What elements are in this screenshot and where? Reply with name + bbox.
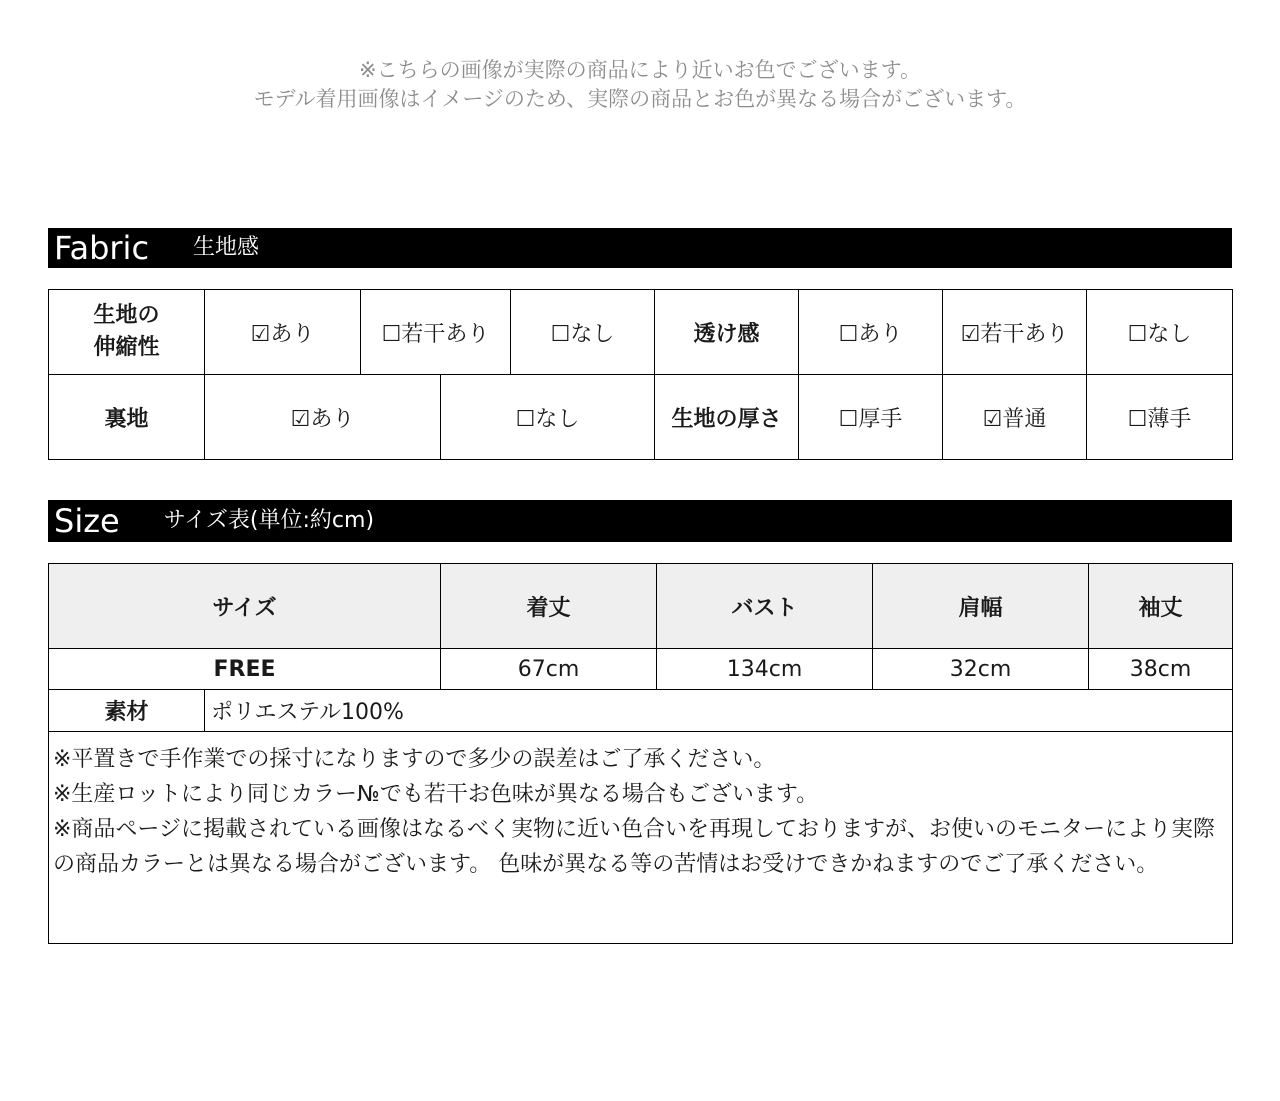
thickness-option-thick: ☐厚手 <box>799 375 943 460</box>
thickness-option-normal: ☑普通 <box>943 375 1087 460</box>
size-header-length: 着丈 <box>441 564 657 649</box>
lining-label: 裏地 <box>49 375 205 460</box>
stretch-label-line-2: 伸縮性 <box>93 335 160 360</box>
stretch-label <box>49 290 205 375</box>
size-header-sleeve: 袖丈 <box>1089 564 1233 649</box>
size-header-row <box>49 564 1233 649</box>
material-row <box>49 690 1233 732</box>
size-value-length: 67cm <box>441 649 657 690</box>
lining-option-none: ☐なし <box>441 375 655 460</box>
fabric-row-stretch <box>49 290 1233 375</box>
size-subtitle: サイズ表(単位:約cm) <box>163 508 375 533</box>
size-section-header <box>48 500 1232 542</box>
size-header-size: サイズ <box>49 564 441 649</box>
fabric-section-header <box>48 228 1232 268</box>
size-value-row <box>49 649 1233 690</box>
notice-line-2: モデル着用画像はイメージのため、実際の商品とお色が異なる場合がございます。 <box>253 87 1027 111</box>
note-measurement: ※平置きで手作業での採寸になりますので多少の誤差はご了承ください。 <box>53 747 776 772</box>
stretch-option-yes: ☑あり <box>205 290 361 375</box>
note-lot-color: ※生産ロットにより同じカラー№でも若干お色味が異なる場合もございます。 <box>53 782 819 807</box>
notes-cell <box>49 732 1233 944</box>
size-value-bust: 134cm <box>657 649 873 690</box>
sheer-option-none: ☐なし <box>1087 290 1233 375</box>
material-label: 素材 <box>49 690 205 732</box>
lining-option-yes: ☑あり <box>205 375 441 460</box>
size-value-size: FREE <box>49 649 441 690</box>
size-value-sleeve: 38cm <box>1089 649 1233 690</box>
material-value: ポリエステル100% <box>205 690 1233 732</box>
thickness-label: 生地の厚さ <box>655 375 799 460</box>
size-title: Size <box>54 502 120 540</box>
sheer-option-yes: ☐あり <box>799 290 943 375</box>
fabric-table <box>48 289 1233 460</box>
notice-line-1: ※こちらの画像が実際の商品により近いお色でございます。 <box>359 58 921 82</box>
note-monitor-color: ※商品ページに掲載されている画像はなるべく実物に近い色合いを再現しておりますが、お使いのモニターにより実際の商品カラーとは異なる場合がございます。 色味が異なる等の苦情はお受けできかねますのでご了承ください。 <box>53 817 1215 877</box>
size-table <box>48 563 1233 944</box>
fabric-subtitle: 生地感 <box>193 235 260 260</box>
stretch-option-none: ☐なし <box>511 290 655 375</box>
stretch-option-slight: ☐若干あり <box>361 290 511 375</box>
fabric-row-lining <box>49 375 1233 460</box>
fabric-title: Fabric <box>54 229 150 267</box>
size-value-shoulder: 32cm <box>873 649 1089 690</box>
sheer-option-slight: ☑若干あり <box>943 290 1087 375</box>
stretch-label-line-1: 生地の <box>93 303 160 328</box>
size-header-shoulder: 肩幅 <box>873 564 1089 649</box>
size-header-bust: バスト <box>657 564 873 649</box>
sheer-label: 透け感 <box>655 290 799 375</box>
notes-row <box>49 732 1233 944</box>
thickness-option-thin: ☐薄手 <box>1087 375 1233 460</box>
